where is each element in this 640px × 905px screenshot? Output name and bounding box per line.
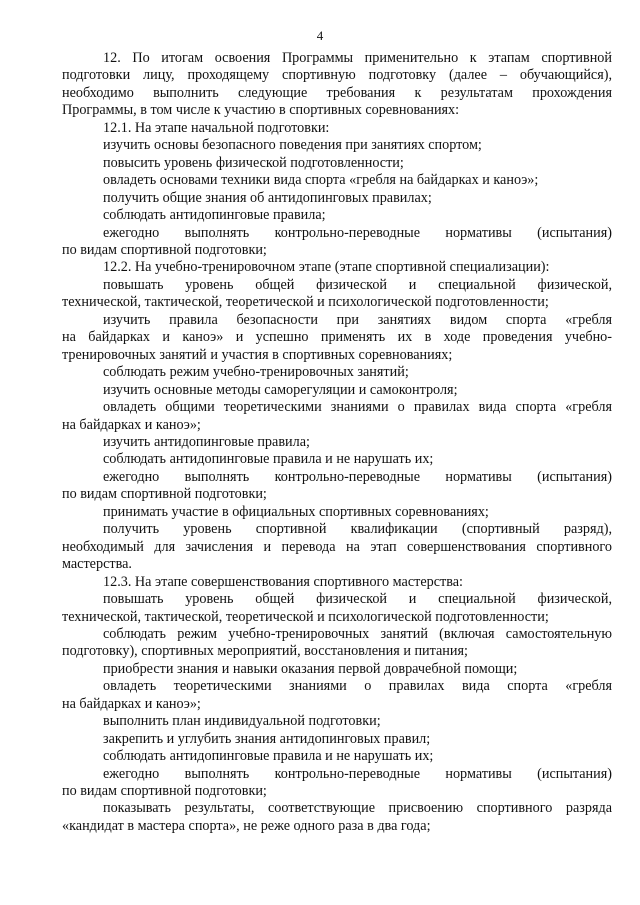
text-line: на байдарках и каноэ»; bbox=[62, 695, 201, 712]
text-line: 12.1. На этапе начальной подготовки: bbox=[103, 119, 330, 136]
text-line: соблюдать антидопинговые правила и не нарушать их; bbox=[103, 748, 434, 765]
text-line: на байдарках и каноэ» и успешно применять их в ходе проведения учебно- bbox=[62, 329, 612, 346]
text-line: 12. По итогам освоения Программы применительно к этапам спортивной bbox=[103, 50, 612, 66]
text-line: 12.3. На этапе совершенствования спортивного мастерства: bbox=[103, 573, 463, 590]
text-line: приобрести знания и навыки оказания первой доврачебной помощи; bbox=[103, 660, 518, 677]
text-line: повысить уровень физической подготовленности; bbox=[103, 154, 404, 171]
text-line: повышать уровень общей физической и специальной физической, bbox=[103, 276, 612, 293]
text-line: овладеть теоретическими знаниями о правилах вида спорта «гребля bbox=[103, 678, 612, 695]
text-line: соблюдать антидопинговые правила; bbox=[103, 207, 326, 224]
text-line: соблюдать антидопинговые правила и не нарушать их; bbox=[103, 451, 434, 468]
text-line: необходимо выполнить следующие требования к результатам прохождения bbox=[62, 84, 612, 101]
text-line: показывать результаты, соответствующие присвоению спортивного разряда bbox=[103, 800, 612, 817]
text-line: изучить основные методы саморегуляции и самоконтроля; bbox=[103, 381, 458, 398]
text-line: соблюдать режим учебно-тренировочных занятий (включая самостоятельную bbox=[103, 625, 612, 642]
text-line: технической, тактической, теоретической и психологической подготовленности; bbox=[62, 608, 549, 625]
text-line: Программы, в том числе к участию в спортивных соревнованиях: bbox=[62, 102, 460, 119]
text-line: изучить антидопинговые правила; bbox=[103, 433, 310, 450]
text-line: ежегодно выполнять контрольно-переводные нормативы (испытания) bbox=[103, 468, 612, 485]
text-line: выполнить план индивидуальной подготовки; bbox=[103, 713, 381, 730]
text-line: закрепить и углубить знания антидопинговых правил; bbox=[103, 730, 431, 747]
text-line: «кандидат в мастера спорта», не реже одного раза в два года; bbox=[62, 817, 431, 834]
text-line: получить общие знания об антидопинговых правилах; bbox=[103, 189, 432, 206]
text-line: по видам спортивной подготовки; bbox=[62, 241, 267, 258]
text-line: тренировочных занятий и участия в спортивных соревнованиях; bbox=[62, 346, 453, 363]
text-line: принимать участие в официальных спортивных соревнованиях; bbox=[103, 503, 489, 520]
text-line: соблюдать режим учебно-тренировочных занятий; bbox=[103, 364, 409, 381]
text-line: необходимый для зачисления и перевода на этап совершенствования спортивного bbox=[62, 538, 612, 555]
text-line: изучить основы безопасного поведения при занятиях спортом; bbox=[103, 137, 482, 154]
text-line: ежегодно выполнять контрольно-переводные нормативы (испытания) bbox=[103, 765, 612, 782]
text-line: повышать уровень общей физической и специальной физической, bbox=[103, 591, 612, 608]
text-line: овладеть общими теоретическими знаниями о правилах вида спорта «гребля bbox=[103, 399, 612, 416]
text-line: по видам спортивной подготовки; bbox=[62, 486, 267, 503]
text-line: получить уровень спортивной квалификации (спортивный разряд), bbox=[103, 521, 612, 538]
text-line: подготовку), спортивных мероприятий, восстановления и питания; bbox=[62, 643, 468, 660]
document-body bbox=[62, 50, 612, 835]
text-line: мастерства. bbox=[62, 556, 132, 573]
text-line: изучить правила безопасности при занятиях видом спорта «гребля bbox=[103, 311, 612, 328]
text-line: на байдарках и каноэ»; bbox=[62, 416, 201, 433]
text-line: подготовки лицу, проходящему спортивную подготовку (далее – обучающийся), bbox=[62, 67, 612, 84]
text-line: технической, тактической, теоретической и психологической подготовленности; bbox=[62, 294, 549, 311]
text-line: 12.2. На учебно-тренировочном этапе (этапе спортивной специализации): bbox=[103, 259, 550, 276]
text-line: ежегодно выполнять контрольно-переводные нормативы (испытания) bbox=[103, 224, 612, 241]
text-line: по видам спортивной подготовки; bbox=[62, 783, 267, 800]
text-line: овладеть основами техники вида спорта «гребля на байдарках и каноэ»; bbox=[103, 172, 539, 189]
page-number: 4 bbox=[316, 28, 324, 43]
